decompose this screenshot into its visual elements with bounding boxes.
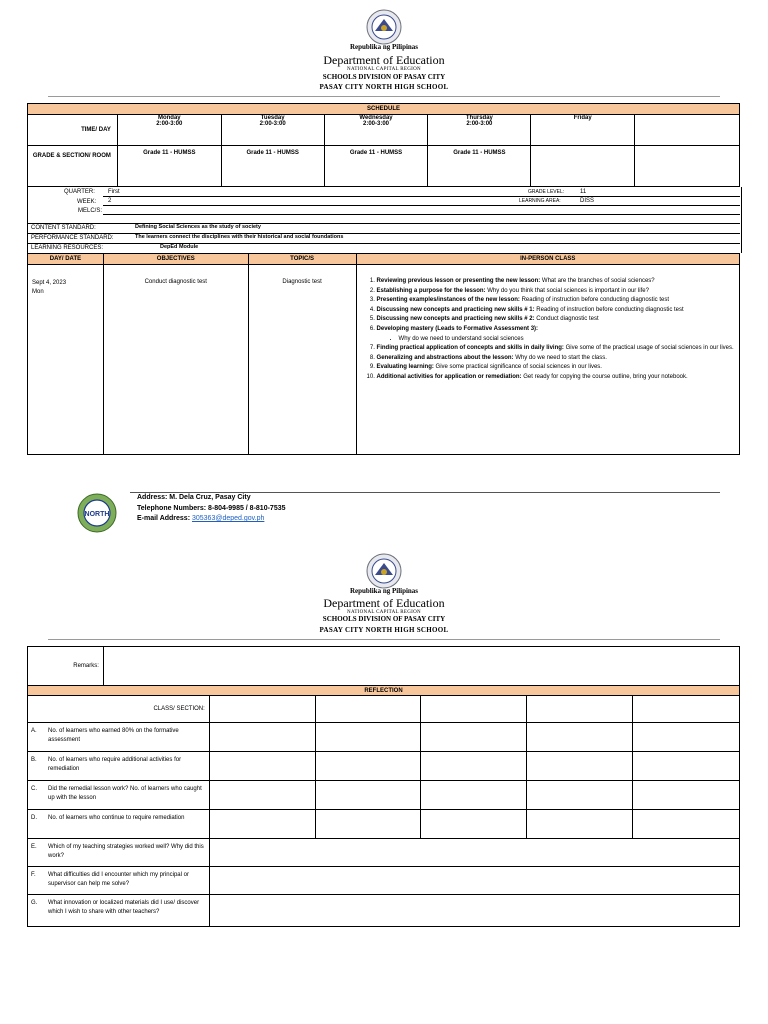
cell-b-5[interactable] (633, 752, 740, 781)
procedure-item: 8. Generalizing and abstractions about the lesson: Why do we need to start the class. (377, 354, 735, 364)
cell-a-3[interactable] (421, 723, 527, 752)
day-wednesday: Wednesday 2:00-3:00 (324, 115, 428, 146)
footer-email-link[interactable]: 305363@deped.gov.ph (191, 515, 265, 522)
reflection-item-e: E. Which of my teaching strategies worked well? Why did this work? (28, 839, 210, 867)
week-value: 2 (108, 198, 112, 204)
cell-c-1[interactable] (209, 781, 315, 810)
region-text: NATIONAL CAPITAL REGION (347, 67, 421, 72)
day-friday: Friday (531, 115, 635, 146)
topic-cell: Diagnostic test (248, 265, 356, 455)
procedures-list (363, 277, 735, 383)
deped-seal-icon (366, 9, 402, 45)
reflection-item-c: C. Did the remedial lesson work? No. of learners who caught up with the lesson (28, 781, 210, 810)
class-section-2[interactable] (315, 696, 421, 723)
footer-email (137, 515, 264, 522)
learning-area-value: DISS (580, 198, 595, 204)
cell-c-2[interactable] (315, 781, 421, 810)
department-title-2: Department of Education (323, 596, 445, 610)
region-text-2: NATIONAL CAPITAL REGION (347, 610, 421, 615)
learning-resources-label: LEARNING RESOURCES: (31, 245, 104, 251)
procedure-item: 5. Discussing new concepts and practicing new skills # 2: Conduct diagnostic test (377, 315, 735, 325)
time-day-label: TIME/ DAY (28, 115, 118, 146)
learning-area-label: LEARNING AREA: (519, 198, 561, 204)
procedure-item: 7. Finding practical application of concepts and skills in daily living: Give some of the practical usage of social sciences in our lives. (377, 344, 735, 354)
header-divider-2 (48, 639, 720, 640)
division-text: SCHOOLS DIVISION OF PASAY CITY (322, 73, 446, 81)
cell-e[interactable] (209, 839, 739, 867)
section-empty (635, 146, 740, 187)
cell-b-2[interactable] (315, 752, 421, 781)
week-label: WEEK: (77, 199, 97, 205)
cell-d-4[interactable] (527, 810, 633, 839)
cell-g[interactable] (209, 895, 739, 927)
procedure-item: 10. Additional activities for application or remediation: Get ready for copying the course outline, bring your notebook. (377, 373, 735, 383)
cell-b-4[interactable] (527, 752, 633, 781)
performance-standard-label: PERFORMANCE STANDARD: (31, 235, 114, 241)
footer-email-label: E-mail Address: (137, 515, 192, 522)
col-topics: TOPIC/S (248, 254, 356, 265)
content-standard-value: Defining Social Sciences as the study of society (135, 224, 261, 230)
procedure-item: 9. Evaluating learning: Give some practical significance of social sciences in our lives. (377, 363, 735, 373)
section-monday: Grade 11 - HUMSS (117, 146, 221, 187)
section-tuesday: Grade 11 - HUMSS (221, 146, 324, 187)
class-section-label: CLASS/ SECTION: (28, 696, 210, 723)
deped-seal-icon-2 (366, 553, 402, 589)
cell-d-5[interactable] (633, 810, 740, 839)
day-tuesday: Tuesday 2:00-3:00 (221, 115, 324, 146)
learning-resources-value: DepEd Module (160, 244, 199, 250)
cell-a-5[interactable] (633, 723, 740, 752)
cell-a-2[interactable] (315, 723, 421, 752)
procedure-item: 3. Presenting examples/instances of the new lesson: Reading of instruction before conducting diagnostic test (377, 296, 735, 306)
class-section-5[interactable] (633, 696, 740, 723)
lesson-plan-table (27, 253, 740, 455)
class-section-1[interactable] (209, 696, 315, 723)
cell-d-3[interactable] (421, 810, 527, 839)
cell-d-2[interactable] (315, 810, 421, 839)
grade-section-label: GRADE & SECTION/ ROOM (28, 146, 118, 187)
col-in-person-class: IN-PERSON CLASS (356, 254, 739, 265)
procedure-item: 4. Discussing new concepts and practicing new skills # 1: Reading of instruction before conducting diagnostic test (377, 306, 735, 316)
lesson-date: Sept 4, 2023 (32, 280, 67, 286)
remarks-field[interactable] (103, 647, 739, 686)
col-day-date: DAY/ DATE (28, 254, 104, 265)
cell-a-1[interactable] (209, 723, 315, 752)
col-objectives: OBJECTIVES (103, 254, 248, 265)
reflection-item-g: G. What innovation or localized materials did I use/ discover which I wish to share with other teachers? (28, 895, 210, 927)
grade-level-label: GRADE LEVEL: (528, 189, 565, 195)
school-name-2: PASAY CITY NORTH HIGH SCHOOL (319, 626, 449, 634)
section-thursday: Grade 11 - HUMSS (428, 146, 531, 187)
content-standard-label: CONTENT STANDARD: (31, 225, 96, 231)
school-name: PASAY CITY NORTH HIGH SCHOOL (319, 83, 449, 91)
cell-c-3[interactable] (421, 781, 527, 810)
day-monday: Monday 2:00-3:00 (117, 115, 221, 146)
department-title: Department of Education (323, 53, 445, 67)
school-logo-icon (77, 493, 117, 533)
footer-address: Address: M. Dela Cruz, Pasay City (137, 494, 251, 501)
performance-standard-value: The learners connect the disciplines with their historical and social foundations (135, 234, 344, 240)
reflection-item-f: F. What difficulties did I encounter which my principal or supervisor can help me solve? (28, 867, 210, 895)
reflection-item-b: B. No. of learners who require additional activities for remediation (28, 752, 210, 781)
footer-phone: Telephone Numbers: 8-804-9985 / 8-810-7535 (137, 505, 286, 512)
quarter-value: First (108, 189, 120, 195)
class-section-3[interactable] (421, 696, 527, 723)
cell-f[interactable] (209, 867, 739, 895)
procedures-cell (356, 265, 739, 455)
procedure-item: 6. Developing mastery (Leads to Formative Assessment 3): • Why do we need to understand social sciences (377, 325, 735, 344)
lesson-day: Mon (32, 289, 44, 295)
section-friday (531, 146, 635, 187)
melcs-label: MELC/S: (78, 208, 103, 214)
date-cell (28, 265, 104, 455)
cell-b-1[interactable] (209, 752, 315, 781)
footer-divider (130, 492, 720, 493)
day-empty (635, 115, 740, 146)
quarter-label: QUARTER: (64, 189, 95, 195)
procedure-subitem: • Why do we need to understand social sciences (399, 335, 735, 345)
reflection-title: REFLECTION (28, 686, 740, 696)
reflection-table (27, 646, 740, 927)
objective-cell: Conduct diagnostic test (103, 265, 248, 455)
schedule-title: SCHEDULE (28, 104, 740, 115)
procedure-item: 2. Establishing a purpose for the lesson: Why do you think that social sciences is important in our life? (377, 287, 735, 297)
reflection-item-d: D. No. of learners who continue to require remediation (28, 810, 210, 839)
procedure-item: 1. Reviewing previous lesson or presenting the new lesson: What are the branches of social sciences? (377, 277, 735, 287)
cell-a-4[interactable] (527, 723, 633, 752)
reflection-item-a: A. No. of learners who earned 80% on the formative assessment (28, 723, 210, 752)
cell-d-1[interactable] (209, 810, 315, 839)
class-section-4[interactable] (527, 696, 633, 723)
header-divider (48, 96, 720, 97)
schedule-table (27, 103, 740, 187)
cell-c-4[interactable] (527, 781, 633, 810)
grade-level-value: 11 (580, 189, 587, 195)
republic-text-2: Republika ng Pilipinas (349, 587, 419, 595)
republic-text: Republika ng Pilipinas (349, 43, 419, 51)
section-wednesday: Grade 11 - HUMSS (324, 146, 428, 187)
day-thursday: Thursday 2:00-3:00 (428, 115, 531, 146)
cell-c-5[interactable] (633, 781, 740, 810)
remarks-label: Remarks: (28, 647, 104, 686)
cell-b-3[interactable] (421, 752, 527, 781)
division-text-2: SCHOOLS DIVISION OF PASAY CITY (322, 615, 446, 623)
school-logo-text: NORTH (84, 511, 110, 518)
